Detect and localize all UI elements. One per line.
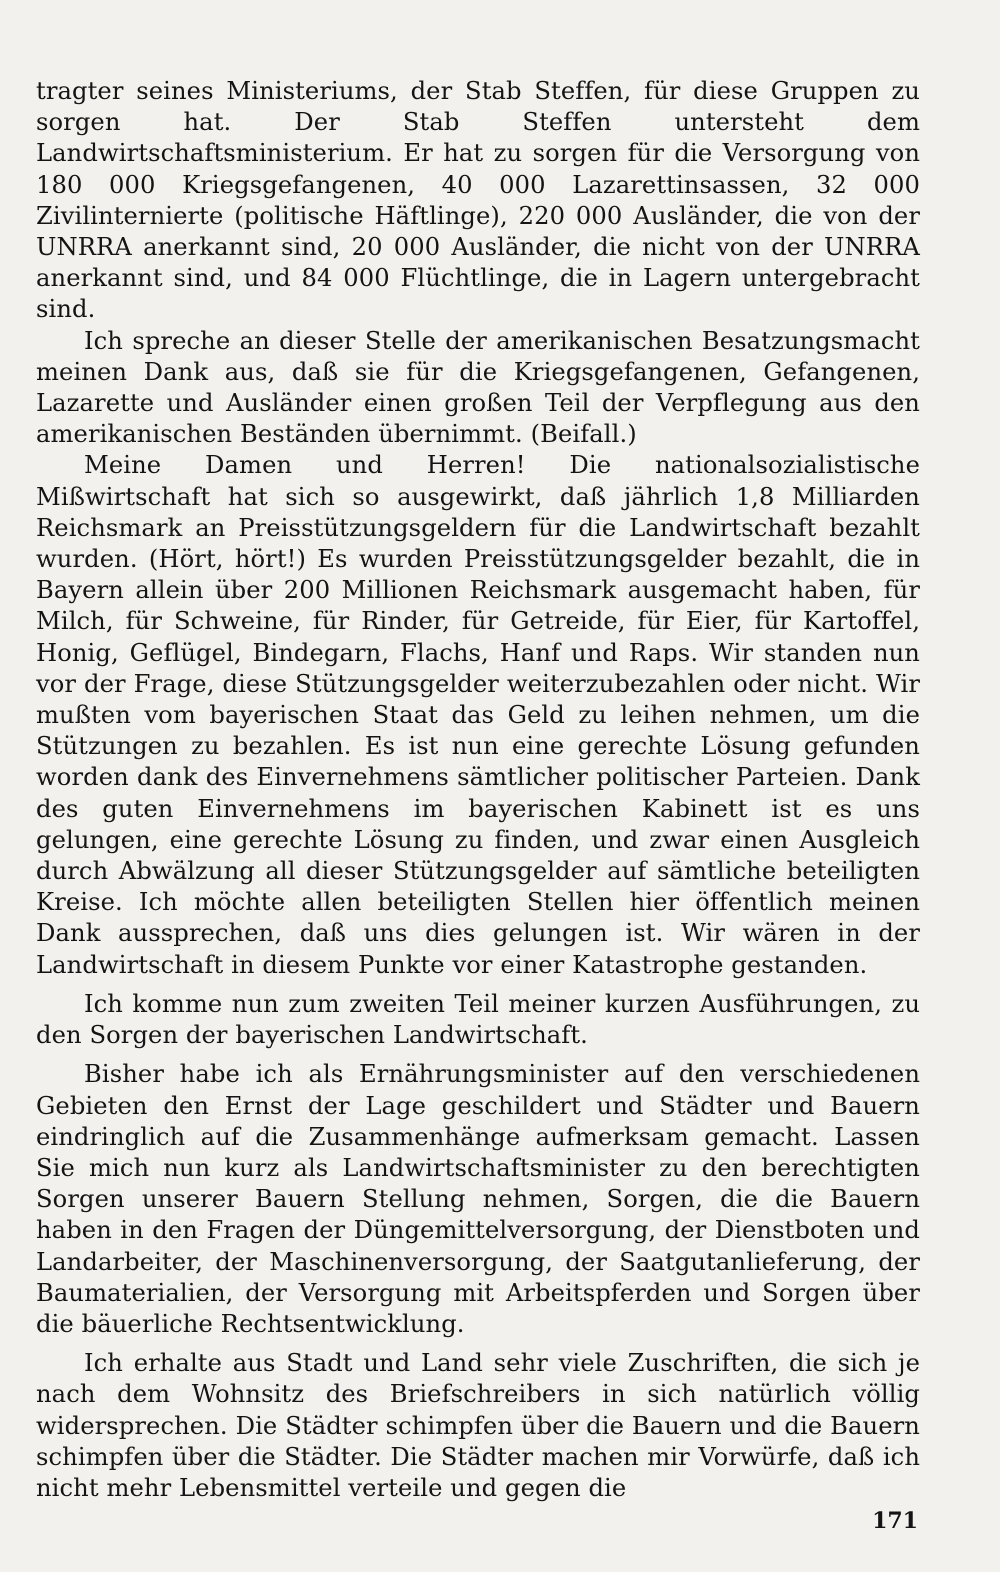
page-number: 171 xyxy=(872,1508,918,1534)
paragraph-1: tragter seines Ministeriums, der Stab Steffen, für diese Gruppen zu sorgen hat. Der Stab Steffen untersteht dem Landwirtschaftsministerium. Er hat zu sorgen für die Versorgung von 180 000 Kriegsgefangenen, 40 000 Lazarettinsassen, 32 000 Zivilinternierte (politische Häftlinge), 220 000 Ausländer, die von der UNRRA anerkannt sind, 20 000 Ausländer, die nicht von der UNRRA anerkannt sind, und 84 000 Flüchtlinge, die in Lagern untergebracht sind. xyxy=(36,77,920,324)
paragraph-5: Bisher habe ich als Ernährungsminister auf den verschiedenen Gebieten den Ernst der Lage geschildert und Städter und Bauern eindringlich auf die Zusammenhänge aufmerksam gemacht. Lassen Sie mich nun kurz als Landwirtschaftsminister zu den berechtigten Sorgen unserer Bauern Stellung nehmen, Sorgen, die die Bauern haben in den Fragen der Düngemittelversorgung, der Dienstboten und Landarbeiter, der Maschinenversorgung, der Saatgutanlieferung, der Baumaterialien, der Versorgung mit Arbeitspferden und Sorgen über die bäuerliche Rechtsentwicklung. xyxy=(36,1060,920,1338)
paragraph-4: Ich komme nun zum zweiten Teil meiner kurzen Ausführungen, zu den Sorgen der bayerischen Landwirtschaft. xyxy=(36,989,920,1050)
body-text xyxy=(36,76,920,1504)
paragraph-6: Ich erhalte aus Stadt und Land sehr viele Zuschriften, die sich je nach dem Wohnsitz des Briefschreibers in sich natürlich völlig widersprechen. Die Städter schimpfen über die Bauern und die Bauern schimpfen über die Städter. Die Städter machen mir Vorwürfe, daß ich nicht mehr Lebensmittel verteile und gegen die xyxy=(36,1349,920,1502)
paragraph-2: Ich spreche an dieser Stelle der amerikanischen Besatzungsmacht meinen Dank aus, daß sie für die Kriegsgefangenen, Gefangenen, Lazarette und Ausländer einen großen Teil der Verpflegung aus den amerikanischen Beständen übernimmt. (Beifall.) xyxy=(36,326,920,449)
paragraph-3: Meine Damen und Herren! Die nationalsozialistische Mißwirtschaft hat sich so ausgewirkt, daß jährlich 1,8 Milliarden Reichsmark an Preisstützungsgeldern für die Landwirtschaft bezahlt wurden. (Hört, hört!) Es wurden Preisstützungsgelder bezahlt, die in Bayern allein über 200 Millionen Reichsmark ausgemacht haben, für Milch, für Schweine, für Rinder, für Getreide, für Eier, für Kartoffel, Honig, Geflügel, Bindegarn, Flachs, Hanf und Raps. Wir standen nun vor der Frage, diese Stützungsgelder weiterzubezahlen oder nicht. Wir mußten vom bayerischen Staat das Geld zu leihen nehmen, um die Stützungen zu bezahlen. Es ist nun eine gerechte Lösung gefunden worden dank des Einvernehmens sämtlicher politischer Parteien. Dank des guten Einvernehmens im bayerischen Kabinett ist es uns gelungen, eine gerechte Lösung zu finden, und zwar einen Ausgleich durch Abwälzung all dieser Stützungsgelder auf sämtliche beteiligten Kreise. Ich möchte allen beteiligten Stellen hier öffentlich meinen Dank aussprechen, daß uns dies gelungen ist. Wir wären in der Landwirtschaft in diesem Punkte vor einer Katastrophe gestanden. xyxy=(36,451,920,979)
